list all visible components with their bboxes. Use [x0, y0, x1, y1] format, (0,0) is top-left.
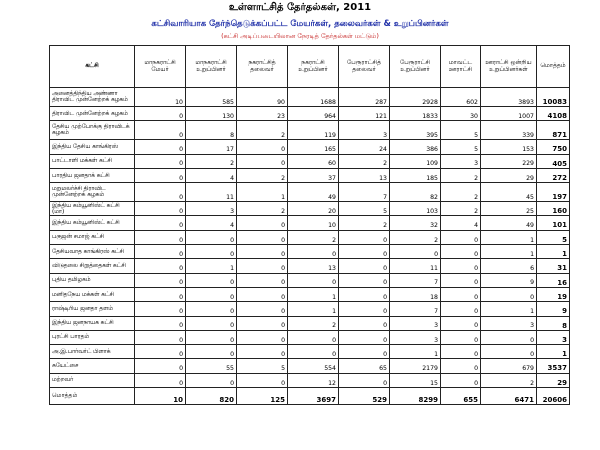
table-cell: 4	[186, 216, 237, 230]
table-cell: 0	[135, 330, 186, 344]
party-name: புதிய தமிழகம்	[50, 273, 135, 287]
row-total: 29	[537, 373, 570, 387]
table-cell: 2	[237, 168, 288, 182]
party-name: இந்திய ஜனநாயக கட்சி	[50, 316, 135, 330]
table-cell: 6471	[481, 388, 537, 405]
row-total: 5	[537, 230, 570, 244]
table-cell: 0	[186, 330, 237, 344]
table-cell: 0	[441, 287, 481, 301]
table-cell: 2179	[390, 359, 441, 373]
table-cell: 55	[186, 359, 237, 373]
table-cell: 395	[390, 121, 441, 140]
row-total: 3537	[537, 359, 570, 373]
column-header: ஊராட்சி ஒன்றிய உறுப்பினர்கள்	[481, 46, 537, 88]
party-name: பாரதிய ஜனதாக் கட்சி	[50, 168, 135, 182]
table-row	[50, 121, 570, 140]
table-cell: 10	[288, 216, 339, 230]
row-total: 1	[537, 345, 570, 359]
table-cell: 2	[288, 230, 339, 244]
table-cell: 2928	[390, 88, 441, 107]
table-cell: 0	[135, 121, 186, 140]
table-cell: 0	[186, 273, 237, 287]
table-cell: 13	[288, 259, 339, 273]
table-cell: 10	[135, 388, 186, 405]
table-row	[50, 88, 570, 107]
party-name: புரட்சி பாரதம்	[50, 330, 135, 344]
table-cell: 49	[288, 183, 339, 202]
table-cell: 109	[390, 154, 441, 168]
row-total: 19	[537, 287, 570, 301]
table-cell: 65	[339, 359, 390, 373]
table-cell: 229	[481, 154, 537, 168]
table-cell: 1	[481, 302, 537, 316]
table-cell: 5	[237, 359, 288, 373]
table-row	[50, 245, 570, 259]
table-cell: 2	[441, 168, 481, 182]
table-cell: 287	[339, 88, 390, 107]
party-name: தேசிய முற்போக்கு திராவிடக் கழகம்	[50, 121, 135, 140]
table-cell: 0	[339, 345, 390, 359]
table-cell: 119	[288, 121, 339, 140]
table-cell: 1	[288, 287, 339, 301]
table-cell: 17	[186, 140, 237, 154]
column-header: பேரூராட்சித் தலைவர்	[339, 46, 390, 88]
column-header: நகராட்சித் தலைவர்	[237, 46, 288, 88]
table-cell: 0	[135, 316, 186, 330]
table-row	[50, 330, 570, 344]
table-cell: 4	[441, 216, 481, 230]
row-total: 750	[537, 140, 570, 154]
table-cell: 125	[237, 388, 288, 405]
row-total: 20606	[537, 388, 570, 405]
table-cell: 386	[390, 140, 441, 154]
table-cell: 1688	[288, 88, 339, 107]
party-name: மறுமலர்ச்சி திராவிட முன்னேற்றக் கழகம்	[50, 183, 135, 202]
table-cell: 6	[481, 259, 537, 273]
table-row	[50, 259, 570, 273]
table-cell: 0	[135, 359, 186, 373]
table-cell: 0	[481, 345, 537, 359]
column-header-party: கட்சி	[50, 46, 135, 88]
table-cell: 0	[237, 140, 288, 154]
column-header: பேரூராட்சி உறுப்பினர்	[390, 46, 441, 88]
table-row	[50, 168, 570, 182]
table-cell: 0	[186, 287, 237, 301]
table-cell: 0	[339, 273, 390, 287]
table-cell: 0	[339, 302, 390, 316]
table-row	[50, 359, 570, 373]
table-cell: 0	[135, 373, 186, 387]
table-cell: 0	[339, 230, 390, 244]
column-header: மாநகராட்சி உறுப்பினர்	[186, 46, 237, 88]
table-cell: 7	[390, 273, 441, 287]
table-cell: 3	[339, 121, 390, 140]
table-row	[50, 183, 570, 202]
table-cell: 9	[481, 273, 537, 287]
party-name: இந்திய தேசிய காங்கிரஸ்	[50, 140, 135, 154]
table-cell: 0	[135, 140, 186, 154]
party-name: திராவிட முன்னேற்றக் கழகம்	[50, 107, 135, 121]
table-cell: 3893	[481, 88, 537, 107]
table-cell: 5	[339, 202, 390, 216]
table-cell: 60	[288, 154, 339, 168]
table-row	[50, 216, 570, 230]
table-cell: 0	[288, 245, 339, 259]
table-cell: 1833	[390, 107, 441, 121]
table-cell: 153	[481, 140, 537, 154]
table-cell: 679	[481, 359, 537, 373]
table-cell: 0	[237, 345, 288, 359]
table-cell: 3	[390, 330, 441, 344]
table-cell: 0	[237, 302, 288, 316]
table-cell: 3	[186, 202, 237, 216]
column-header: மாநகராட்சி மேயர்	[135, 46, 186, 88]
table-cell: 0	[339, 245, 390, 259]
table-cell: 0	[135, 302, 186, 316]
table-cell: 0	[186, 245, 237, 259]
table-cell: 2	[339, 216, 390, 230]
table-row	[50, 230, 570, 244]
table-row	[50, 202, 570, 216]
table-cell: 0	[441, 330, 481, 344]
party-name: சுயேட்சை	[50, 359, 135, 373]
table-cell: 529	[339, 388, 390, 405]
table-cell: 2	[441, 183, 481, 202]
row-total: 1	[537, 245, 570, 259]
table-cell: 82	[390, 183, 441, 202]
table-cell: 1	[186, 259, 237, 273]
table-row	[50, 316, 570, 330]
table-cell: 0	[339, 287, 390, 301]
row-total: 16	[537, 273, 570, 287]
table-cell: 0	[237, 330, 288, 344]
table-cell: 90	[237, 88, 288, 107]
table-cell: 554	[288, 359, 339, 373]
table-cell: 0	[441, 259, 481, 273]
table-cell: 0	[481, 330, 537, 344]
table-cell: 0	[135, 154, 186, 168]
party-name: பகுஜன் சமாஜ் கட்சி	[50, 230, 135, 244]
table-cell: 3	[441, 154, 481, 168]
party-name: இந்திய கம்யூனிஸ்ட் கட்சி (மா)	[50, 202, 135, 216]
table-cell: 0	[237, 373, 288, 387]
table-cell: 0	[288, 345, 339, 359]
table-cell: 0	[339, 373, 390, 387]
table-cell: 24	[339, 140, 390, 154]
row-total: 10083	[537, 88, 570, 107]
table-cell: 185	[390, 168, 441, 182]
table-row	[50, 373, 570, 387]
table-cell: 0	[135, 287, 186, 301]
table-cell: 11	[186, 183, 237, 202]
table-cell: 0	[288, 273, 339, 287]
column-header: நகராட்சி உறுப்பினர்	[288, 46, 339, 88]
table-row	[50, 140, 570, 154]
row-total: 3	[537, 330, 570, 344]
table-cell: 0	[135, 245, 186, 259]
table-cell: 11	[390, 259, 441, 273]
table-cell: 3	[390, 316, 441, 330]
table-cell: 32	[390, 216, 441, 230]
party-name: அ.இ.பார்வர்ட் பிளாக்	[50, 345, 135, 359]
table-cell: 0	[441, 245, 481, 259]
party-name: தேசியவாத காங்கிரஸ் கட்சி	[50, 245, 135, 259]
table-cell: 13	[339, 168, 390, 182]
table-cell: 0	[237, 154, 288, 168]
table-cell: 7	[390, 302, 441, 316]
column-header-total: மொத்தம்	[537, 46, 570, 88]
table-cell: 45	[481, 183, 537, 202]
row-total: 405	[537, 154, 570, 168]
page-subtitle: கட்சிவாரியாக தேர்ந்தெடுக்கப்பட்ட மேயர்கள், தலைவர்கள் & உறுப்பினர்கள்	[151, 19, 449, 29]
table-row	[50, 154, 570, 168]
party-name: விடுதலை சிறுத்தைகள் கட்சி	[50, 259, 135, 273]
table-row	[50, 287, 570, 301]
table-cell: 1	[288, 302, 339, 316]
page-title: உள்ளாட்சித் தேர்தல்கள், 2011	[228, 2, 372, 13]
party-name: பாட்டாளி மக்கள் கட்சி	[50, 154, 135, 168]
table-cell: 964	[288, 107, 339, 121]
table-cell: 25	[481, 202, 537, 216]
table-cell: 103	[390, 202, 441, 216]
table-cell: 0	[186, 373, 237, 387]
table-cell: 0	[339, 316, 390, 330]
table-cell: 1	[481, 245, 537, 259]
table-cell: 0	[237, 273, 288, 287]
row-total: 9	[537, 302, 570, 316]
table-row	[50, 302, 570, 316]
table-cell: 0	[186, 230, 237, 244]
table-cell: 2	[390, 230, 441, 244]
table-cell: 0	[135, 216, 186, 230]
row-total: 31	[537, 259, 570, 273]
table-cell: 0	[186, 316, 237, 330]
table-cell: 0	[237, 216, 288, 230]
table-cell: 20	[288, 202, 339, 216]
table-cell: 0	[135, 168, 186, 182]
table-cell: 5	[441, 121, 481, 140]
table-cell: 165	[288, 140, 339, 154]
table-cell: 130	[186, 107, 237, 121]
table-cell: 4	[186, 168, 237, 182]
table-cell: 2	[288, 316, 339, 330]
table-cell: 37	[288, 168, 339, 182]
table-cell: 15	[390, 373, 441, 387]
table-cell: 5	[441, 140, 481, 154]
column-header: மாவட்ட ஊராட்சி	[441, 46, 481, 88]
table-cell: 0	[339, 330, 390, 344]
table-cell: 0	[237, 259, 288, 273]
table-cell: 49	[481, 216, 537, 230]
table-cell: 602	[441, 88, 481, 107]
table-cell: 0	[441, 316, 481, 330]
table-cell: 7	[339, 183, 390, 202]
table-cell: 0	[441, 302, 481, 316]
table-cell: 18	[390, 287, 441, 301]
table-row	[50, 345, 570, 359]
results-table	[49, 45, 570, 405]
party-name: ராஷ்டிரிய ஜனதா தளம்	[50, 302, 135, 316]
table-cell: 0	[135, 202, 186, 216]
table-cell: 10	[135, 88, 186, 107]
table-cell: 0	[135, 107, 186, 121]
table-cell: 0	[135, 273, 186, 287]
row-total: 8	[537, 316, 570, 330]
table-cell: 2	[237, 121, 288, 140]
table-cell: 2	[186, 154, 237, 168]
totals-label: மொத்தம்	[50, 388, 135, 405]
row-total: 101	[537, 216, 570, 230]
table-cell: 2	[481, 373, 537, 387]
table-cell: 0	[441, 273, 481, 287]
table-cell: 8299	[390, 388, 441, 405]
table-cell: 0	[237, 287, 288, 301]
table-cell: 0	[237, 245, 288, 259]
table-cell: 29	[481, 168, 537, 182]
table-cell: 0	[390, 245, 441, 259]
table-cell: 0	[135, 259, 186, 273]
table-cell: 0	[135, 183, 186, 202]
party-name: மற்றவர்	[50, 373, 135, 387]
row-total: 272	[537, 168, 570, 182]
table-cell: 0	[186, 302, 237, 316]
table-cell: 1007	[481, 107, 537, 121]
table-cell: 0	[135, 230, 186, 244]
row-total: 160	[537, 202, 570, 216]
table-cell: 23	[237, 107, 288, 121]
party-name: இந்திய கம்யூனிஸ்ட் கட்சி	[50, 216, 135, 230]
table-cell: 2	[441, 202, 481, 216]
row-total: 871	[537, 121, 570, 140]
row-total: 4108	[537, 107, 570, 121]
table-cell: 0	[441, 359, 481, 373]
table-cell: 2	[237, 202, 288, 216]
table-cell: 1	[390, 345, 441, 359]
table-cell: 0	[441, 345, 481, 359]
table-cell: 12	[288, 373, 339, 387]
table-cell: 585	[186, 88, 237, 107]
table-cell: 0	[237, 230, 288, 244]
table-cell: 0	[135, 345, 186, 359]
table-cell: 3	[481, 316, 537, 330]
table-cell: 0	[237, 316, 288, 330]
table-cell: 339	[481, 121, 537, 140]
table-cell: 0	[481, 287, 537, 301]
table-cell: 0	[441, 230, 481, 244]
party-name: மனிதநேய மக்கள் கட்சி	[50, 287, 135, 301]
row-total: 197	[537, 183, 570, 202]
table-header-row	[50, 46, 570, 88]
table-cell: 2	[339, 154, 390, 168]
party-name: அனைத்திந்திய அண்ணா திராவிட முன்னேற்றக் கழகம்	[50, 88, 135, 107]
table-cell: 8	[186, 121, 237, 140]
page-note: (கட்சி அடிப்படையிலான நேரடித் தேர்தல்கள் மட்டும்)	[221, 32, 379, 40]
table-row	[50, 273, 570, 287]
totals-row	[50, 388, 570, 405]
table-cell: 0	[186, 345, 237, 359]
table-cell: 121	[339, 107, 390, 121]
table-cell: 820	[186, 388, 237, 405]
table-cell: 1	[481, 230, 537, 244]
table-row	[50, 107, 570, 121]
table-cell: 655	[441, 388, 481, 405]
table-cell: 0	[441, 373, 481, 387]
table-cell: 0	[339, 259, 390, 273]
table-cell: 3697	[288, 388, 339, 405]
table-cell: 30	[441, 107, 481, 121]
table-cell: 1	[237, 183, 288, 202]
table-cell: 0	[288, 330, 339, 344]
